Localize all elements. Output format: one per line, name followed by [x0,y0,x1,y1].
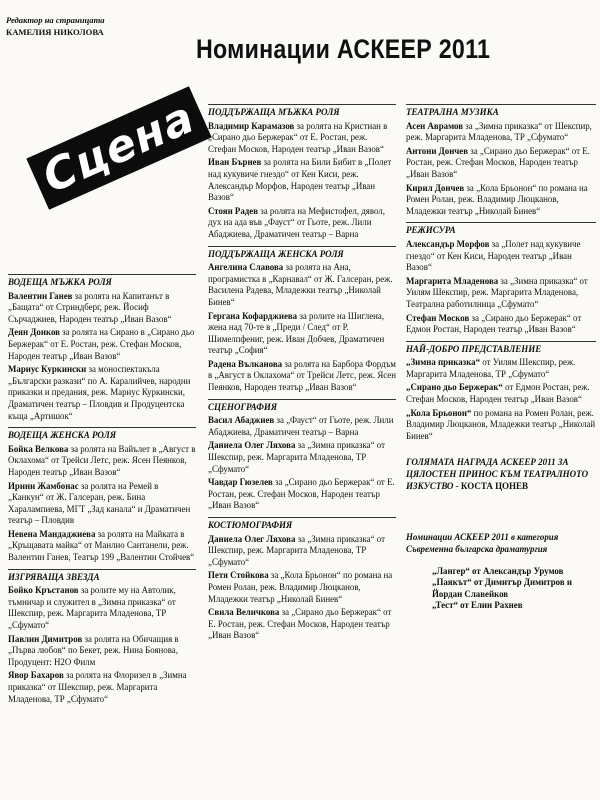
nominee-name: Свила Величкова [208,607,280,618]
nominee-entry [8,327,196,362]
nominee-name: Даниела Олег Ляхова [208,533,296,544]
nominee-entry [208,415,396,438]
nominee-name: „Сирано дьо Бержерак“ [406,382,503,393]
new-plays-heading: Номинации АСКЕЕР 2011 в категория Съвременна българска драматургия [406,532,559,555]
nominee-entry [406,146,596,181]
nominee-name: „Кола Брьонон“ [406,407,472,418]
column-3 [406,104,596,612]
nominee-entry [208,121,396,156]
nominee-entry [406,183,596,218]
nomination-category [208,246,396,394]
section-banner: Сцена [26,86,211,210]
nominee-entry [406,276,596,311]
nominee-name: Асен Аврамов [406,120,464,131]
editor-credit [6,14,105,38]
nominee-details: за ролите му на Автолик, тъмничар и служител в „Зимна приказка“ от Шекспир, реж. Маргарита Младенова, ТР „Сфумато“ [8,585,176,631]
nominee-details: за ролята на Ремей в „Канкун“ от Ж. Галсеран, реж. Бина Харалампиева, МГТ „Зад канала“ и Драматичен театър – Пловдив [8,480,191,526]
nomination-category [8,427,196,564]
nominee-name: Чавдар Гюзелев [208,477,273,488]
nomination-category [208,517,396,642]
nominee-name: „Зимна приказка“ [406,357,481,368]
editor-label: Редактор на страницата [6,15,105,25]
new-play-item: „Лангер“ от Александър Урумов [432,565,564,576]
nominee-name: Павлин Димитров [8,633,83,644]
nominee-name: Ирини Жамбонас [8,480,79,491]
category-heading: КОСТЮМОГРАФИЯ [208,517,396,532]
nominee-details: за ролята на Кристиан в „Сирано дьо Бержерак“ от Е. Ростан, реж. Стефан Москов, Народен театър „Иван Вазов“ [208,120,388,154]
nominee-name: Мариус Куркински [8,364,87,375]
category-heading: НАЙ-ДОБРО ПРЕДСТАВЛЕНИЕ [406,341,596,356]
nomination-category [406,104,596,217]
nominee-name: Бойко Кръстанов [8,585,79,596]
nominee-details: по романа на Ромен Ролан, реж. Владимир Люцканов, Младежки театър „Николай Бинев“ [406,407,596,441]
category-heading: ПОДДЪРЖАЩА МЪЖКА РОЛЯ [208,104,396,119]
nomination-category [8,274,196,422]
nominee-details: за „Сирано дьо Бержерак“ от Е. Ростан, реж. Стефан Москов, Народен театър „Иван Вазов“ [208,607,392,641]
nominee-entry [208,477,396,512]
nominee-name: Иван Бърнев [208,157,262,168]
nominee-entry [8,364,196,422]
nominee-name: Явор Бахаров [8,670,64,681]
nominee-details: от Уилям Шекспир, реж. Маргарита Младенова, ТР „Сфумато“ [406,357,576,379]
nominee-name: Владимир Карамазов [208,120,295,131]
category-heading: ПОДДЪРЖАЩА ЖЕНСКА РОЛЯ [208,246,396,261]
category-heading: ИЗГРЯВАЩА ЗВЕЗДА [8,569,196,584]
nominee-details: от Едмон Ростан, реж. Стефан Москов, Народен театър „Иван Вазов“ [406,382,590,405]
nominee-entry [406,408,596,443]
nominee-entry [406,382,596,405]
nominee-entry [208,157,396,203]
category-heading: СЦЕНОГРАФИЯ [208,399,396,414]
grand-award-line: ГОЛЯМАТА НАГРАДА АСКЕЕР 2011 ЗА ЦЯЛОСТЕН ПРИНОС КЪМ ТЕАТРАЛНОТО ИЗКУСТВО - [406,457,589,492]
nominee-entry [8,444,196,479]
nominee-name: Даниела Олег Ляхова [208,440,296,451]
nominee-name: Деян Донков [8,327,60,338]
nominee-entry [8,529,196,564]
nominee-name: Стоян Радев [208,205,259,216]
nominee-entry [208,570,396,605]
nomination-category [406,341,596,443]
nominee-name: Ангелина Славова [208,262,284,273]
nominee-entry [406,121,596,144]
nominee-details: за ролята на Барбора Фордъм в „Август в Оклахома“ от Трейси Летс, реж. Ясен Пеянков, Народен театър „Иван Вазов“ [208,358,396,393]
nomination-category [208,399,396,512]
nominee-entry [208,607,396,642]
nominee-entry [406,239,596,274]
column-1 [8,274,196,707]
nomination-category [8,569,196,706]
nominee-entry [8,585,196,631]
nominee-details: за ролята на Били Бибит в „Полет над кукувиче гнездо“ от Кен Киси, реж. Александър Морфов, Народен театър „Иван Вазов“ [208,157,392,203]
nominee-entry [208,534,396,569]
column-2 [208,104,396,644]
nominee-details: за „Зимна приказка“ от Шекспир, реж. Маргарита Младенова, ТР „Сфумато“ [208,533,385,567]
nominee-details: за ролите на Шиглена, жена над 70-те в „Преди / След“ от Р. Шимелпфениг, реж. Иван Добчев, Драматичен театър „София“ [208,310,385,356]
nominee-entry [8,291,196,326]
nominee-details: за ролята на Флоризел в „Зимна приказка“ от Шекспир, реж. Маргарита Младенова, ТР „Сфумато“ [8,670,187,704]
page-title: Номинации АСКЕЕР 2011 [196,34,491,64]
nominee-details: за „Полет над кукувиче гнездо“ от Кен Киси, Народен театър „Иван Вазов“ [406,238,581,273]
nominee-entry [406,313,596,336]
category-heading: ВОДЕЩА ЖЕНСКА РОЛЯ [8,427,196,442]
nominee-details: за „Зимна приказка“ от Уилям Шекспир, реж. Маргарита Младенова, Театрална работилница „Сфумато“ [406,275,588,309]
grand-award-winner: КОСТА ЦОНЕВ [460,481,529,492]
nominee-name: Маргарита Младенова [406,275,499,286]
nominee-entry [406,357,596,380]
nominee-details: за ролята на Капитанът в „Бащата“ от Стриндберг, реж. Йосиф Сърчаджиев, Народен театър „Иван Вазов“ [8,290,172,324]
nominee-entry [208,262,396,308]
nominee-details: за ролята на Обичащия в „Първа любов“ по Бекет, реж. Нина Боянова, Продуцент: H2O Филм [8,633,179,667]
nominee-entry [208,311,396,357]
nominee-details: за „Кола Брьонон“ по романа на Ромен Ролан, реж. Владимир Люцканов, Младежки театър „Николай Бинев“ [208,570,393,604]
col3-sections [406,104,596,442]
nominee-name: Гергана Кофарджиева [208,310,298,321]
category-heading: ТЕАТРАЛНА МУЗИКА [406,104,596,119]
nominee-entry [8,481,196,527]
nomination-category [406,222,596,335]
nominee-details: за „Зимна приказка“ от Шекспир, реж. Маргарита Младенова, ТР „Сфумато“ [208,440,385,474]
new-plays [406,532,596,612]
nominee-name: Невена Мандаджиева [8,528,96,539]
nominee-entry [208,440,396,475]
new-play-item: „Тест“ от Елин Рахнев [432,600,523,611]
nominee-name: Радена Вълканова [208,358,283,369]
nominee-details: за „Сирано дьо Бержерак“ от Е. Ростан, реж. Стефан Москов, Народен театър „Иван Вазов“ [406,145,590,179]
category-heading: РЕЖИСУРА [406,222,596,237]
nominee-details: за „Сирано дьо Бержерак“ от Е. Ростан, реж. Стефан Москов, Народен театър „Иван Вазов“ [208,477,395,511]
nominee-details: за ролята на Ана, програмистка в „Карнавал“ от Ж. Галсеран, реж. Василена Радева, Младежки театър „Николай Бинев“ [208,262,393,307]
nominee-name: Валентин Ганев [8,290,73,301]
nominee-details: за ролята на Майката в „Кръщавата майка“ от Манлио Сантанели, реж. Валентин Ганев, Театър 199 „Валентин Стойчев“ [8,528,195,563]
nominee-name: Александър Морфов [406,238,490,249]
nominee-name: Петя Стойкова [208,570,269,581]
nominee-details: за ролята на Мефистофел, дявол, дух на ада във „Фауст“ от Гьоте, реж. Лили Абаджиева, Драматичен театър – Варна [208,205,385,239]
nominee-name: Васил Абаджиев [208,415,275,426]
nominee-name: Бойка Велкова [8,443,69,454]
nominee-name: Антони Дончев [406,145,469,156]
nominee-entry [8,634,196,669]
nominee-details: за ролята на Сирано в „Сирано дьо Бержерак“ от Е. Ростан, реж. Стефан Москов, Народен театър „Иван Вазов“ [8,327,195,361]
nominee-name: Стефан Москов [406,312,470,323]
nominee-details: за „Фауст“ от Гьоте, реж. Лили Абаджиева, Драматичен театър – Варна [208,415,394,437]
nominee-entry [208,206,396,241]
nominee-entry [8,670,196,705]
nominee-details: за моноспектакъла „Български разкази“ по А. Каралийчев, народни приказки и предания, реж. Мариус Куркински, Драматичен театър – Пловдив и Продуцентска къща „Артишок“ [8,364,191,421]
nominee-name: Кирил Дончев [406,182,465,193]
nomination-category [208,104,396,241]
nominee-details: за ролята на Вайълет в „Август в Оклахома“ от Трейси Летс, реж. Ясен Пеянков, Народен театър „Иван Вазов“ [8,443,196,477]
nominee-details: за „Зимна приказка“ от Шекспир, реж. Маргарита Младенова, ТР „Сфумато“ [406,120,592,143]
category-heading: ВОДЕЩА МЪЖКА РОЛЯ [8,274,196,289]
new-play-item: „Паякът“ от Димитър Димитров и Йордан Славейков [432,577,572,599]
nominee-details: за „Сирано дьо Бержерак“ от Едмон Ростан, Народен театър „Иван Вазов“ [406,312,582,335]
nominee-details: за „Кола Брьонон“ по романа на Ромен Ролан, реж. Владимир Люцканов, Младежки театър „Николай Бинев“ [406,182,588,216]
editor-name: КАМЕЛИЯ НИКОЛОВА [6,27,104,37]
nominee-entry [208,359,396,394]
new-plays-list [432,566,596,612]
grand-award [406,456,596,492]
